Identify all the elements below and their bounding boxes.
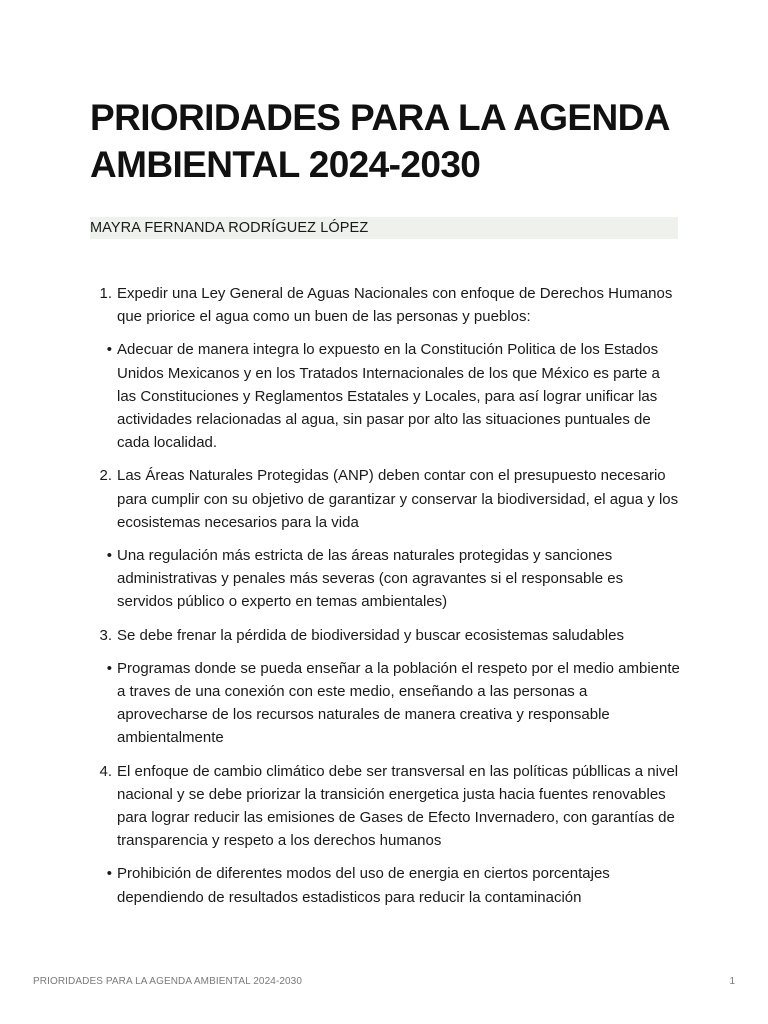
bullet-icon: • [106, 659, 112, 677]
list-item-bullet-2 [90, 544, 680, 614]
list-item-text: Una regulación más estricta de las áreas naturales protegidas y sanciones administrativas y penales más severas (con agravantes si el responsable es servidos público o experto en temas ambientales) [117, 547, 624, 611]
bullet-icon: • [106, 341, 112, 359]
list-item-1 [90, 282, 680, 328]
list-item-bullet-1 [90, 338, 680, 454]
footer-running-title: PRIORIDADES PARA LA AGENDA AMBIENTAL 2024-2030 [33, 976, 302, 987]
list-item-4 [90, 760, 680, 853]
list-item-text: Programas donde se pueda enseñar a la población el respeto por el medio ambiente a traves de una conexión con este medio, enseñando a las personas a aprovecharse de los recursos naturales de manera creativa y responsable ambientalmente [117, 659, 680, 747]
list-number: 3. [99, 626, 112, 644]
list-item-text: Adecuar de manera integra lo expuesto en la Constitución Politica de los Estados Unidos Mexicanos y en los Tratados Internacionales de los que México es parte a las Constituciones y Reglamentos Estatales y Locales, para así lograr unificar las actividades relacionadas al agua, sin pasar por alto las situaciones puntuales de cada localidad. [117, 341, 660, 452]
bullet-icon: • [106, 547, 112, 565]
list-item-bullet-3 [90, 657, 680, 750]
list-item-text: Se debe frenar la pérdida de biodiversidad y buscar ecosistemas saludables [117, 626, 624, 644]
list-item-text: Las Áreas Naturales Protegidas (ANP) deben contar con el presupuesto necesario para cumplir con su objetivo de garantizar y conservar la biodiversidad, el agua y los ecosistemas necesarios para la vida [117, 467, 679, 531]
list-number: 4. [99, 762, 112, 780]
author-highlight [90, 217, 678, 239]
author-name: MAYRA FERNANDA RODRÍGUEZ LÓPEZ [90, 220, 369, 236]
list-item-2 [90, 464, 680, 534]
list-item-bullet-4 [90, 862, 680, 908]
list-item-text: El enfoque de cambio climático debe ser transversal en las políticas públlicas a nivel nacional y se debe priorizar la transición energetica justa hacia fuentes renovables para lograr reducir las emisiones de Gases de Efecto Invernadero, con garantías de transparencia y respeto a los derechos humanos [117, 762, 679, 850]
list-number: 2. [99, 467, 112, 485]
list-item-3 [90, 624, 680, 647]
list-item-text: Prohibición de diferentes modos del uso de energia en ciertos porcentajes dependiendo de resultados estadisticos para reducir la contaminación [117, 865, 610, 906]
document-title: PRIORIDADES PARA LA AGENDA AMBIENTAL 2024-2030 [90, 97, 669, 185]
list-item-text: Expedir una Ley General de Aguas Nacionales con enfoque de Derechos Humanos que priorice el agua como un buen de las personas y pueblos: [117, 285, 673, 326]
agenda-list [90, 282, 680, 919]
page-number: 1 [729, 976, 735, 987]
list-number: 1. [99, 285, 112, 302]
bullet-icon: • [106, 865, 112, 883]
